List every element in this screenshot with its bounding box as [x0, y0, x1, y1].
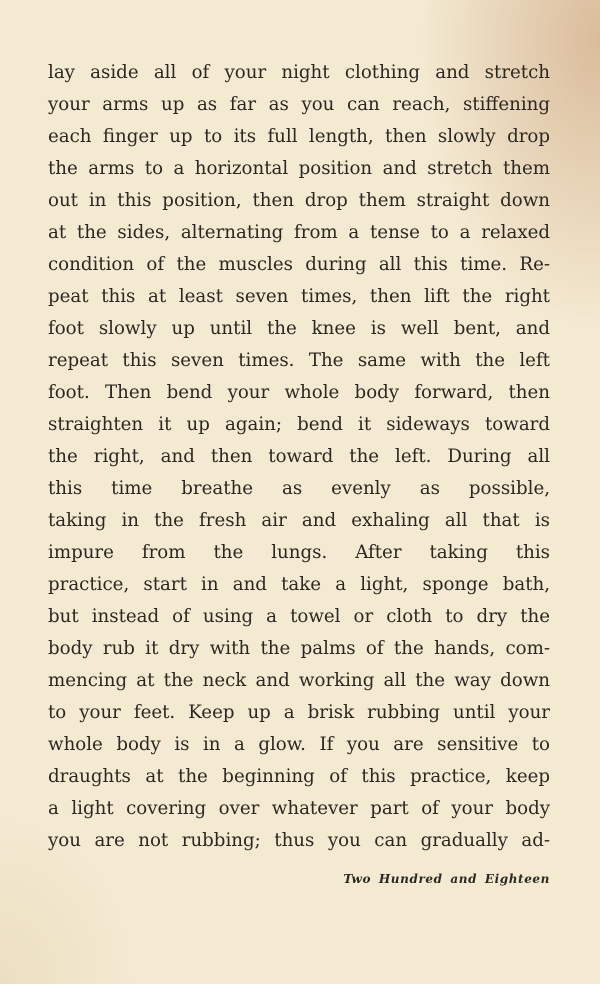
text-line: to your feet. Keep up a brisk rubbing until your — [48, 702, 550, 723]
page-number: Two Hundred and Eighteen — [343, 872, 550, 886]
text-line: draughts at the beginning of this practice, keep — [48, 766, 550, 787]
text-line: the right, and then toward the left. During all — [48, 446, 550, 467]
body-text — [48, 57, 550, 857]
text-line: out in this position, then drop them straight down — [48, 190, 550, 211]
text-line: each finger up to its full length, then slowly drop — [48, 126, 550, 147]
text-line: straighten it up again; bend it sideways toward — [48, 414, 550, 435]
text-line: peat this at least seven times, then lift the right — [48, 286, 550, 307]
text-line: impure from the lungs. After taking this — [48, 542, 550, 563]
text-line: but instead of using a towel or cloth to dry the — [48, 606, 550, 627]
text-line: lay aside all of your night clothing and stretch — [48, 62, 550, 83]
text-line: this time breathe as evenly as possible, — [48, 478, 550, 499]
text-line: your arms up as far as you can reach, stiffening — [48, 94, 550, 115]
text-line: body rub it dry with the palms of the hands, com- — [48, 638, 550, 659]
text-line: mencing at the neck and working all the way down — [48, 670, 550, 691]
text-line: a light covering over whatever part of your body — [48, 798, 550, 819]
text-line: foot. Then bend your whole body forward, then — [48, 382, 550, 403]
text-line: at the sides, alternating from a tense to a relaxed — [48, 222, 550, 243]
text-line: the arms to a horizontal position and stretch them — [48, 158, 550, 179]
text-line: repeat this seven times. The same with the left — [48, 350, 550, 371]
text-line: foot slowly up until the knee is well bent, and — [48, 318, 550, 339]
text-line: condition of the muscles during all this time. Re- — [48, 254, 550, 275]
text-line: whole body is in a glow. If you are sensitive to — [48, 734, 550, 755]
text-line: you are not rubbing; thus you can gradually ad- — [48, 830, 550, 851]
text-line: taking in the fresh air and exhaling all that is — [48, 510, 550, 531]
text-line: practice, start in and take a light, sponge bath, — [48, 574, 550, 595]
